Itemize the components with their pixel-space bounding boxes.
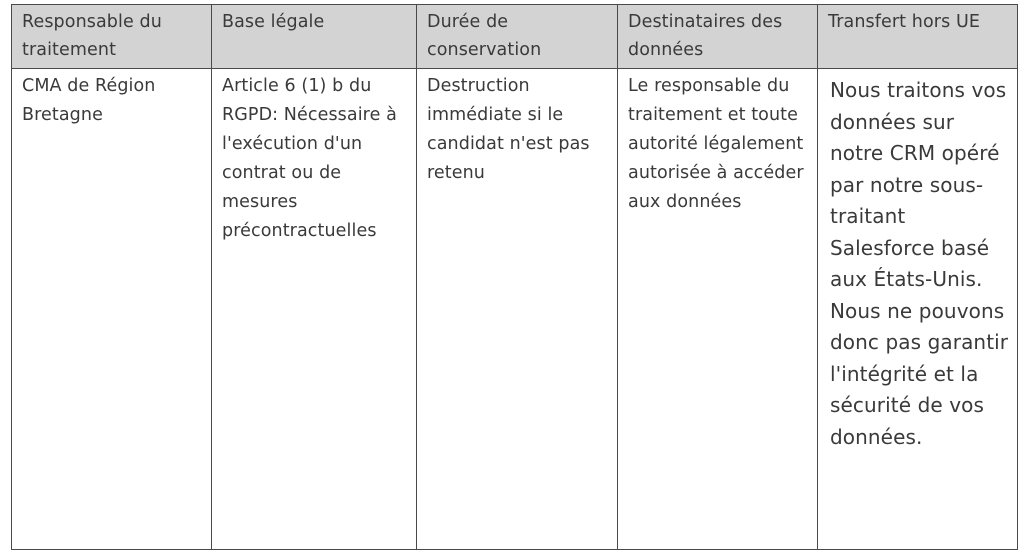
header-responsable: Responsable du traitement: [12, 5, 212, 69]
cell-responsable: CMA de Région Bretagne: [12, 69, 212, 550]
header-base-legale: Base légale: [212, 5, 417, 69]
header-transfert-hors-ue: Transfert hors UE: [818, 5, 1018, 69]
header-destinataires: Destinataires des données: [618, 5, 818, 69]
header-duree-conservation: Durée de conservation: [417, 5, 618, 69]
cell-duree-conservation: Destruction immédiate si le candidat n'est pas retenu: [417, 69, 618, 550]
cell-base-legale: Article 6 (1) b du RGPD: Nécessaire à l'exécution d'un contrat ou de mesures précontractuelles: [212, 69, 417, 550]
table-header-row: [12, 5, 1018, 69]
table-row: [12, 69, 1018, 550]
cell-destinataires: Le responsable du traitement et toute autorité légalement autorisée à accéder aux données: [618, 69, 818, 550]
table-header: [12, 5, 1018, 69]
data-processing-table: [11, 4, 1018, 550]
table-body: [12, 69, 1018, 550]
cell-transfert-hors-ue: Nous traitons vos données sur notre CRM opéré par notre sous-traitant Salesforce basé aux États-Unis. Nous ne pouvons donc pas garantir l'intégrité et la sécurité de vos données.: [818, 69, 1018, 550]
